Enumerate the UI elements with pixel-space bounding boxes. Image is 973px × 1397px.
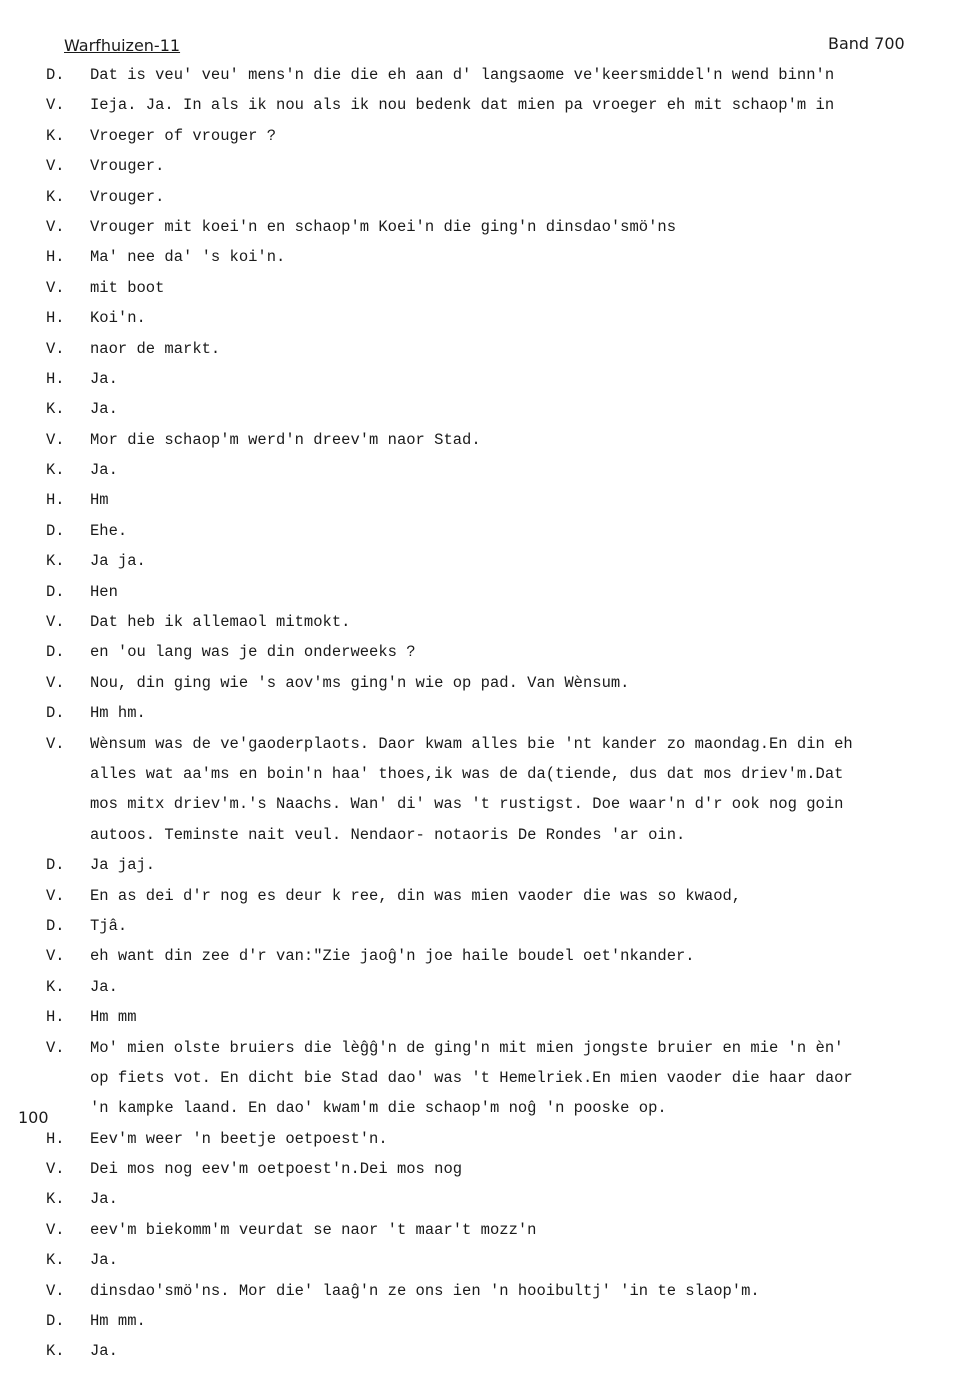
transcript-line [0,1215,973,1245]
transcript-line [0,1276,973,1306]
transcript-line [0,729,973,759]
utterance-text: alles wat aa'ms en boin'n haa' thoes,ik was de da(tiende, dus dat mos driev'm.Dat [90,764,844,783]
speaker-label: D. [46,1312,65,1331]
transcript-line [0,121,973,151]
transcript-line [0,455,973,485]
transcript-line [0,759,973,789]
utterance-text: Ja. [90,369,118,388]
transcript-line [0,212,973,242]
transcript-line [0,1124,973,1154]
transcript-line [0,850,973,880]
utterance-text: Tjâ. [90,916,128,935]
utterance-text: mit boot [90,278,165,297]
speaker-label: D. [46,916,65,935]
utterance-text: Mo' mien olste bruiers die lèĝĝ'n de ging'n mit mien jongste bruier en mie 'n èn' [90,1038,844,1057]
speaker-label: D. [46,521,65,540]
speaker-label: V. [46,1281,65,1300]
speaker-label: K. [46,977,65,996]
transcript-line [0,273,973,303]
speaker-label: V. [46,1160,65,1179]
speaker-label: K. [46,552,65,571]
transcript-line [0,1306,973,1336]
utterance-text: Ja. [90,977,118,996]
speaker-label: K. [46,187,65,206]
transcript-line [0,577,973,607]
speaker-label: D. [46,856,65,875]
speaker-label: K. [46,1342,65,1361]
band-number: Band 700 [828,34,905,53]
utterance-text: Nou, din ging wie 's aov'ms ging'n wie op pad. Van Wènsum. [90,673,630,692]
transcript-line [0,394,973,424]
utterance-text: Dei mos nog eev'm oetpoest'n.Dei mos nog [90,1160,463,1179]
transcript-line [0,637,973,667]
transcript-line [0,972,973,1002]
utterance-text: Ehe. [90,521,128,540]
speaker-label: V. [46,217,65,236]
speaker-label: V. [46,157,65,176]
speaker-label: V. [46,886,65,905]
speaker-label: V. [46,430,65,449]
utterance-text: dinsdao'smö'ns. Mor die' laaĝ'n ze ons ien 'n hooibultj' 'in te slaop'm. [90,1281,760,1300]
transcript-line [0,1245,973,1275]
speaker-label: V. [46,673,65,692]
speaker-label: D. [46,643,65,662]
utterance-text: eh want din zee d'r van:"Zie jaoĝ'n joe haile boudel oet'nkander. [90,947,695,966]
transcript-line [0,1154,973,1184]
speaker-label: H. [46,1008,65,1027]
speaker-label: K. [46,400,65,419]
utterance-text: Koi'n. [90,309,146,328]
transcript-line [0,1336,973,1366]
utterance-text: Ja. [90,400,118,419]
utterance-text: Ja. [90,461,118,480]
utterance-text: Dat is veu' veu' mens'n die die eh aan d' langsaome ve'keersmiddel'n wend binn'n [90,66,835,84]
speaker-label: V. [46,1220,65,1239]
speaker-label: H. [46,1129,65,1148]
speaker-label: H. [46,491,65,510]
utterance-text: mos mitx driev'm.'s Naachs. Wan' di' was 't rustigst. Doe waar'n d'r ook nog goin [90,795,844,814]
speaker-label: V. [46,96,65,115]
transcript-line [0,1002,973,1032]
utterance-text: Vrouger. [90,187,165,206]
utterance-text: Vroeger of vrouger ? [90,126,277,145]
speaker-label: K. [46,461,65,480]
transcript-line [0,364,973,394]
transcript-line [0,1033,973,1063]
utterance-text: Hm [90,491,109,510]
transcript-line [0,60,973,90]
utterance-text: op fiets vot. En dicht bie Stad dao' was 't Hemelriek.En mien vaoder die haar daor [90,1068,853,1087]
transcript-line [0,242,973,272]
utterance-text: Vrouger. [90,157,165,176]
utterance-text: Ja jaj. [90,856,156,875]
utterance-text: Ja. [90,1251,118,1270]
transcript-line [0,546,973,576]
speaker-label: V. [46,339,65,358]
utterance-text: Vrouger mit koei'n en schaop'm Koei'n die ging'n dinsdao'smö'ns [90,217,676,236]
transcript-line [0,941,973,971]
transcript-line [0,182,973,212]
utterance-text: Hm mm. [90,1312,146,1331]
speaker-label: K. [46,126,65,145]
speaker-label: V. [46,734,65,753]
utterance-text: Dat heb ik allemaol mitmokt. [90,613,351,632]
speaker-label: K. [46,1251,65,1270]
utterance-text: Ja ja. [90,552,146,571]
transcript-line [0,607,973,637]
transcript-line [0,881,973,911]
speaker-label: D. [46,582,65,601]
transcript-line [0,151,973,181]
utterance-text: Ma' nee da' 's koi'n. [90,248,286,267]
transcript-line [0,668,973,698]
utterance-text: Hen [90,582,118,601]
speaker-label: V. [46,278,65,297]
speaker-label: V. [46,947,65,966]
utterance-text: naor de markt. [90,339,221,358]
margin-line-number: 100 [18,1108,49,1127]
utterance-text: Ieja. Ja. In als ik nou als ik nou bedenk dat mien pa vroeger eh mit schaop'm in [90,96,835,115]
transcript-line [0,1184,973,1214]
transcript-line [0,789,973,819]
transcript-line [0,698,973,728]
utterance-text: Hm mm [90,1008,137,1027]
speaker-label: K. [46,1190,65,1209]
document-title: Warfhuizen-11 [64,36,181,55]
utterance-text: Mor die schaop'm werd'n dreev'm naor Stad. [90,430,481,449]
transcript-line [0,1063,973,1093]
transcript-line [0,90,973,120]
transcript-line [0,820,973,850]
transcript-line [0,516,973,546]
speaker-label: H. [46,309,65,328]
transcript-line [0,303,973,333]
utterance-text: Wènsum was de ve'gaoderplaots. Daor kwam alles bie 'nt kander zo maondag.En din eh [90,734,853,753]
speaker-label: V. [46,1038,65,1057]
utterance-text: eev'm biekomm'm veurdat se naor 't maar't mozz'n [90,1220,537,1239]
utterance-text: En as dei d'r nog es deur k ree, din was mien vaoder die was so kwaod, [90,886,742,905]
utterance-text: Hm hm. [90,704,146,723]
speaker-label: V. [46,613,65,632]
transcript-line [0,485,973,515]
transcript-line [0,334,973,364]
transcript [0,60,973,1367]
speaker-label: D. [46,704,65,723]
transcript-line [0,911,973,941]
utterance-text: Eev'm weer 'n beetje oetpoest'n. [90,1129,388,1148]
utterance-text: autoos. Teminste nait veul. Nendaor- notaoris De Rondes 'ar oin. [90,825,686,844]
speaker-label: D. [46,66,65,84]
utterance-text: Ja. [90,1342,118,1361]
transcript-line [0,1093,973,1123]
speaker-label: H. [46,248,65,267]
utterance-text: Ja. [90,1190,118,1209]
transcript-line [0,425,973,455]
utterance-text: en 'ou lang was je din onderweeks ? [90,643,416,662]
speaker-label: H. [46,369,65,388]
utterance-text: 'n kampke laand. En dao' kwam'm die schaop'm noĝ 'n pooske op. [90,1099,667,1118]
